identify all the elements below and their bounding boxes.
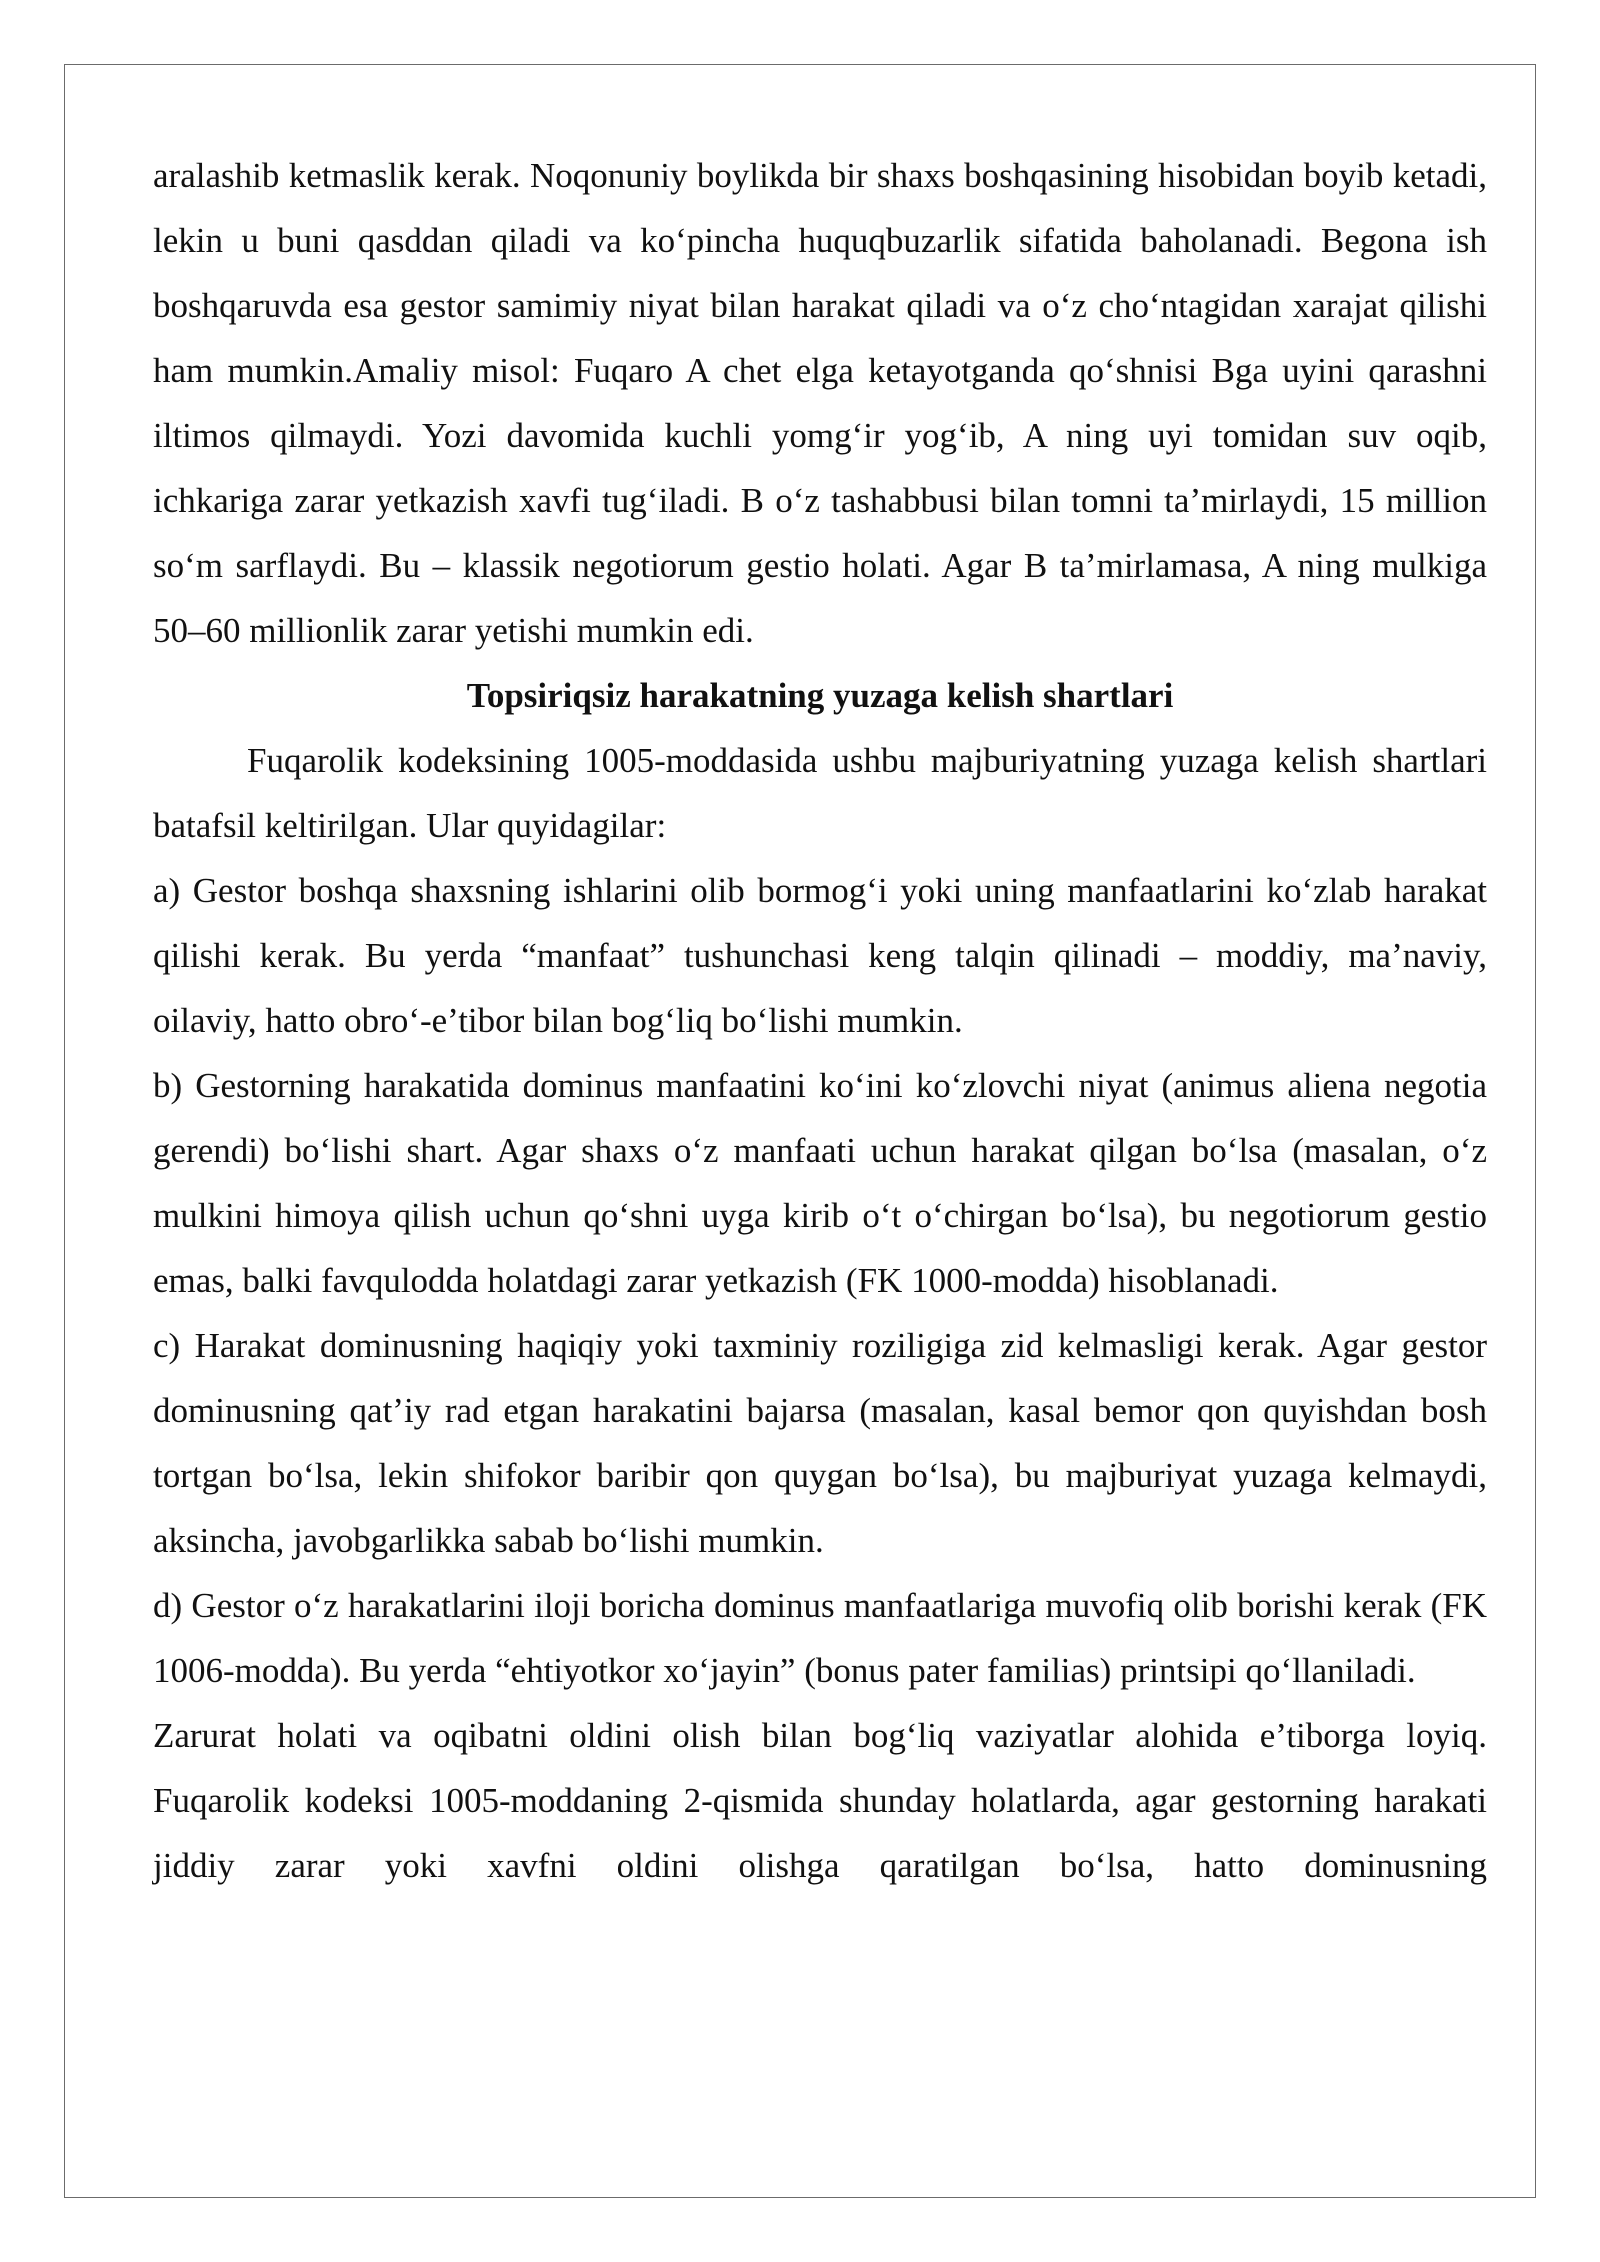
intro-paragraph: Fuqarolik kodeksining 1005-moddasida ushbu majburiyatning yuzaga kelish shartlari batafsil keltirilgan. Ular quyidagilar: — [153, 741, 1487, 845]
condition-b: b) Gestorning harakatida dominus manfaatini ko‘ini ko‘zlovchi niyat (animus aliena negotia gerendi) bo‘lishi shart. Agar shaxs o‘z manfaati uchun harakat qilgan bo‘lsa (masalan, o‘z mulkini himoya qilish uchun qo‘shni uyga kirib o‘t o‘chirgan bo‘lsa), bu negotiorum gestio emas, balki favqulodda holatdagi zarar yetkazish (FK 1000-modda) hisoblanadi. — [153, 1066, 1487, 1300]
condition-c: c) Harakat dominusning haqiqiy yoki taxminiy roziligiga zid kelmasligi kerak. Agar gestor dominusning qat’iy rad etgan harakatini bajarsa (masalan, kasal bemor qon quyishdan bosh tortgan bo‘lsa, lekin shifokor baribir qon quygan bo‘lsa), bu majburiyat yuzaga kelmaydi, aksincha, javobgarlikka sabab bo‘lishi mumkin. — [153, 1326, 1487, 1560]
paragraph-continuation: aralashib ketmaslik kerak. Noqonuniy boylikda bir shaxs boshqasining hisobidan boyib ketadi, lekin u buni qasddan qiladi va ko‘pincha huquqbuzarlik sifatida baholanadi. Begona ish boshqaruvda esa gestor samimiy niyat bilan harakat qiladi va o‘z cho‘ntagidan xarajat qilishi ham mumkin.Amaliy misol: Fuqaro A chet elga ketayotganda qo‘shnisi Bga uyini qarashni iltimos qilmaydi. Yozi davomida kuchli yomg‘ir yog‘ib, A ning uyi tomidan suv oqib, ichkariga zarar yetkazish xavfi tug‘iladi. B o‘z tashabbusi bilan tomni ta’mirlaydi, 15 million so‘m sarflaydi. Bu – klassik negotiorum gestio holati. Agar B ta’mirlamasa, A ning mulkiga 50–60 millionlik zarar yetishi mumkin edi. — [153, 156, 1487, 650]
closing-paragraph: Zarurat holati va oqibatni oldini olish bilan bog‘liq vaziyatlar alohida e’tiborga loyiq. Fuqarolik kodeksi 1005-moddaning 2-qismida shunday holatlarda, agar gestorning harakati jiddiy zarar yoki xavfni oldini olishga qaratilgan bo‘lsa, hatto dominusning — [153, 1716, 1487, 1885]
condition-d: d) Gestor o‘z harakatlarini iloji boricha dominus manfaatlariga muvofiq olib borishi kerak (FK 1006-modda). Bu yerda “ehtiyotkor xo‘jayin” (bonus pater familias) printsipi qo‘llaniladi. — [153, 1586, 1487, 1690]
document-body — [153, 143, 1487, 1898]
section-heading: Topsiriqsiz harakatning yuzaga kelish shartlari — [466, 676, 1174, 715]
condition-a: a) Gestor boshqa shaxsning ishlarini olib bormog‘i yoki uning manfaatlarini ko‘zlab harakat qilishi kerak. Bu yerda “manfaat” tushunchasi keng talqin qilinadi – moddiy, ma’naviy, oilaviy, hatto obro‘-e’tibor bilan bog‘liq bo‘lishi mumkin. — [153, 871, 1487, 1040]
